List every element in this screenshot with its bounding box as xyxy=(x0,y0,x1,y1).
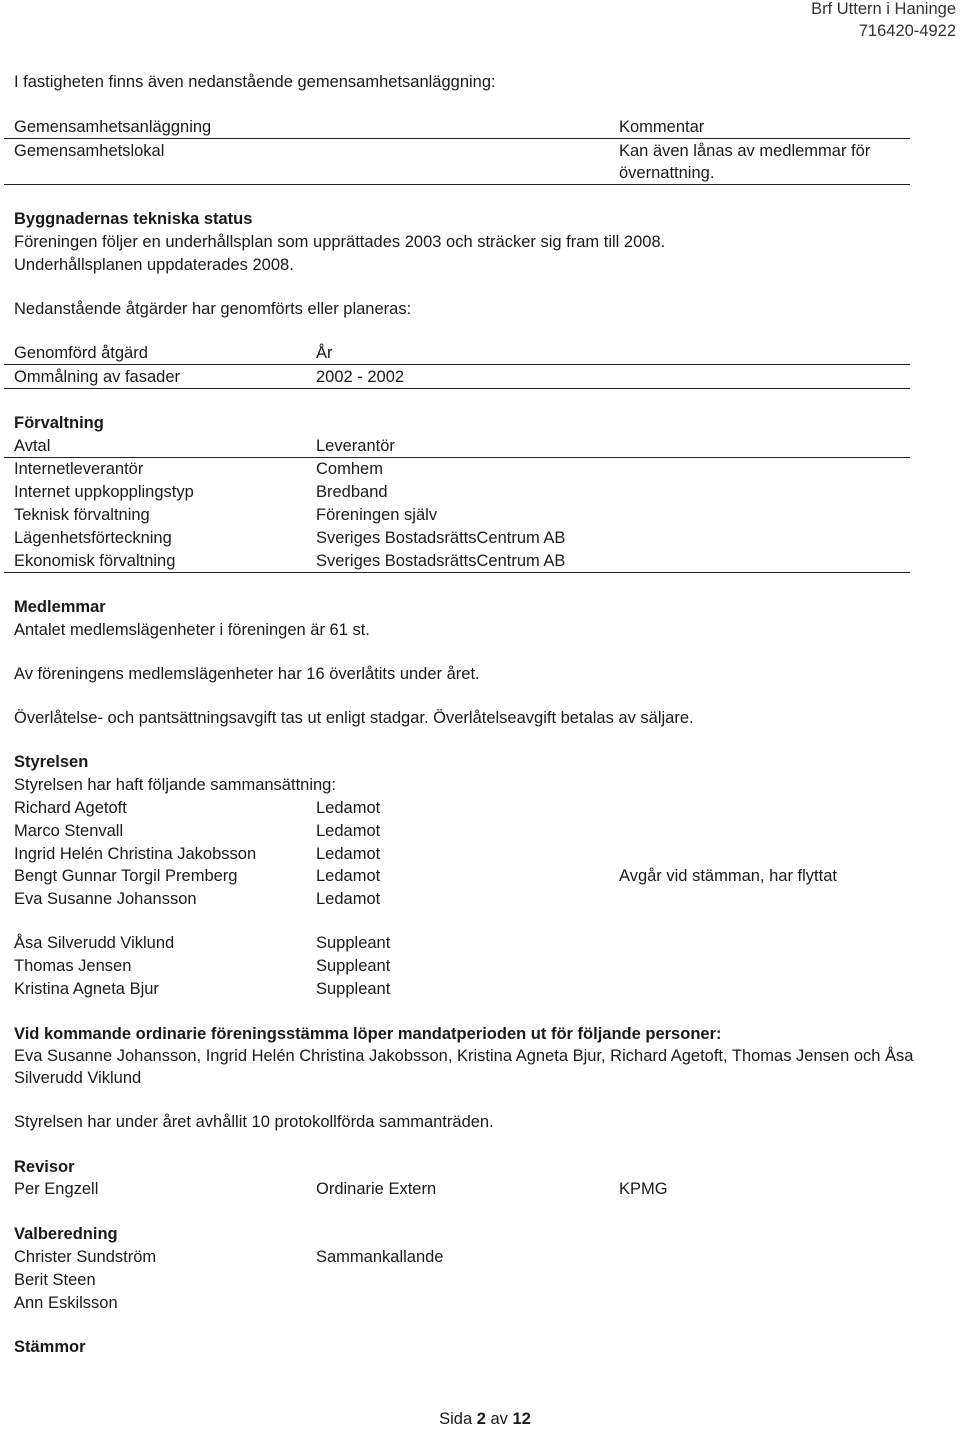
section-heading: Valberedning xyxy=(14,1225,118,1243)
section-heading: Stämmor xyxy=(14,1338,86,1356)
table-rule xyxy=(4,388,910,389)
term-persons: Eva Susanne Johansson, Ingrid Helén Christina Jakobsson, Kristina Agneta Bjur, Richard Agetoft, Thomas Jensen och Åsa Silverudd Viklund xyxy=(14,1047,914,1087)
section-heading: Medlemmar xyxy=(14,598,106,616)
paragraph: Överlåtelse- och pantsättningsavgift tas ut enligt stadgar. Överlåtelseavgift betalas av säljare. xyxy=(14,709,694,727)
paragraph: Föreningen följer en underhållsplan som upprättades 2003 och sträcker sig fram till 2008. xyxy=(14,233,666,251)
facility-col-header: Gemensamhetsanläggning xyxy=(14,118,212,136)
board-member-name: Bengt Gunnar Torgil Premberg xyxy=(14,867,238,885)
deputy-role: Suppleant xyxy=(316,934,391,952)
deputy-role: Suppleant xyxy=(316,980,391,998)
contract-cell: Lägenhetsförteckning xyxy=(14,529,172,547)
contract-cell: Internetleverantör xyxy=(14,460,144,478)
year-cell: 2002 - 2002 xyxy=(316,368,405,386)
supplier-cell: Föreningen själv xyxy=(316,506,438,524)
deputy-name: Åsa Silverudd Viklund xyxy=(14,934,175,952)
board-member-name: Richard Agetoft xyxy=(14,799,127,817)
org-number: 716420-4922 xyxy=(858,22,956,40)
paragraph: Antalet medlemslägenheter i föreningen är 61 st. xyxy=(14,621,370,639)
page-footer xyxy=(0,1408,960,1430)
footer-prefix: Sida xyxy=(439,1410,473,1428)
board-member-role: Ledamot xyxy=(316,890,381,908)
section-heading: Styrelsen xyxy=(14,753,89,771)
paragraph: Underhållsplanen uppdaterades 2008. xyxy=(14,256,294,274)
deputy-name: Kristina Agneta Bjur xyxy=(14,980,159,998)
section-heading: Förvaltning xyxy=(14,414,104,432)
deputy-name: Thomas Jensen xyxy=(14,957,132,975)
paragraph: Nedanstående åtgärder har genomförts eller planeras: xyxy=(14,300,412,318)
nomination-member-role: Sammankallande xyxy=(316,1248,444,1266)
auditor-name: Per Engzell xyxy=(14,1180,99,1198)
deputy-role: Suppleant xyxy=(316,957,391,975)
board-member-role: Ledamot xyxy=(316,799,381,817)
board-member-note: Avgår vid stämman, har flyttat xyxy=(619,867,837,885)
contract-cell: Teknisk förvaltning xyxy=(14,506,150,524)
table-rule xyxy=(4,364,910,365)
supplier-cell: Sveriges BostadsrättsCentrum AB xyxy=(316,552,566,570)
supplier-cell: Bredband xyxy=(316,483,388,501)
term-heading: Vid kommande ordinarie föreningsstämma löper mandatperioden ut för följande personer: xyxy=(14,1025,722,1043)
board-member-role: Ledamot xyxy=(316,867,381,885)
section-heading: Revisor xyxy=(14,1158,75,1176)
board-member-name: Ingrid Helén Christina Jakobsson xyxy=(14,845,257,863)
intro-text: I fastigheten finns även nedanstående gemensamhetsanläggning: xyxy=(14,73,496,91)
nomination-member-name: Christer Sundström xyxy=(14,1248,157,1266)
paragraph: Styrelsen har haft följande sammansättning: xyxy=(14,776,336,794)
year-col-header: År xyxy=(316,344,333,362)
paragraph: Av föreningens medlemslägenheter har 16 överlåtits under året. xyxy=(14,665,480,683)
table-rule xyxy=(4,138,910,139)
board-member-name: Marco Stenvall xyxy=(14,822,124,840)
board-member-role: Ledamot xyxy=(316,845,381,863)
section-heading: Byggnadernas tekniska status xyxy=(14,210,253,228)
nomination-member-name: Ann Eskilsson xyxy=(14,1294,118,1312)
table-rule xyxy=(4,572,910,573)
board-member-name: Eva Susanne Johansson xyxy=(14,890,197,908)
contract-cell: Ekonomisk förvaltning xyxy=(14,552,176,570)
contract-col-header: Avtal xyxy=(14,437,51,455)
nomination-member-name: Berit Steen xyxy=(14,1271,96,1289)
supplier-cell: Sveriges BostadsrättsCentrum AB xyxy=(316,529,566,547)
measure-cell: Ommålning av fasader xyxy=(14,368,180,386)
comment-col-header: Kommentar xyxy=(619,118,705,136)
auditor-type: Ordinarie Extern xyxy=(316,1180,437,1198)
footer-middle: av xyxy=(490,1410,508,1428)
contract-cell: Internet uppkopplingstyp xyxy=(14,483,194,501)
footer-page-number: 2 xyxy=(476,1410,486,1428)
supplier-col-header: Leverantör xyxy=(316,437,395,455)
facility-cell: Gemensamhetslokal xyxy=(14,142,165,160)
auditor-firm: KPMG xyxy=(619,1180,668,1198)
comment-cell: Kan även lånas av medlemmar för övernattning. xyxy=(619,142,871,182)
board-member-role: Ledamot xyxy=(316,822,381,840)
measure-col-header: Genomförd åtgärd xyxy=(14,344,148,362)
table-rule xyxy=(4,184,910,185)
org-name: Brf Uttern i Haninge xyxy=(811,0,956,18)
paragraph: Styrelsen har under året avhållit 10 protokollförda sammanträden. xyxy=(14,1113,494,1131)
supplier-cell: Comhem xyxy=(316,460,383,478)
footer-page-total: 12 xyxy=(512,1410,531,1428)
